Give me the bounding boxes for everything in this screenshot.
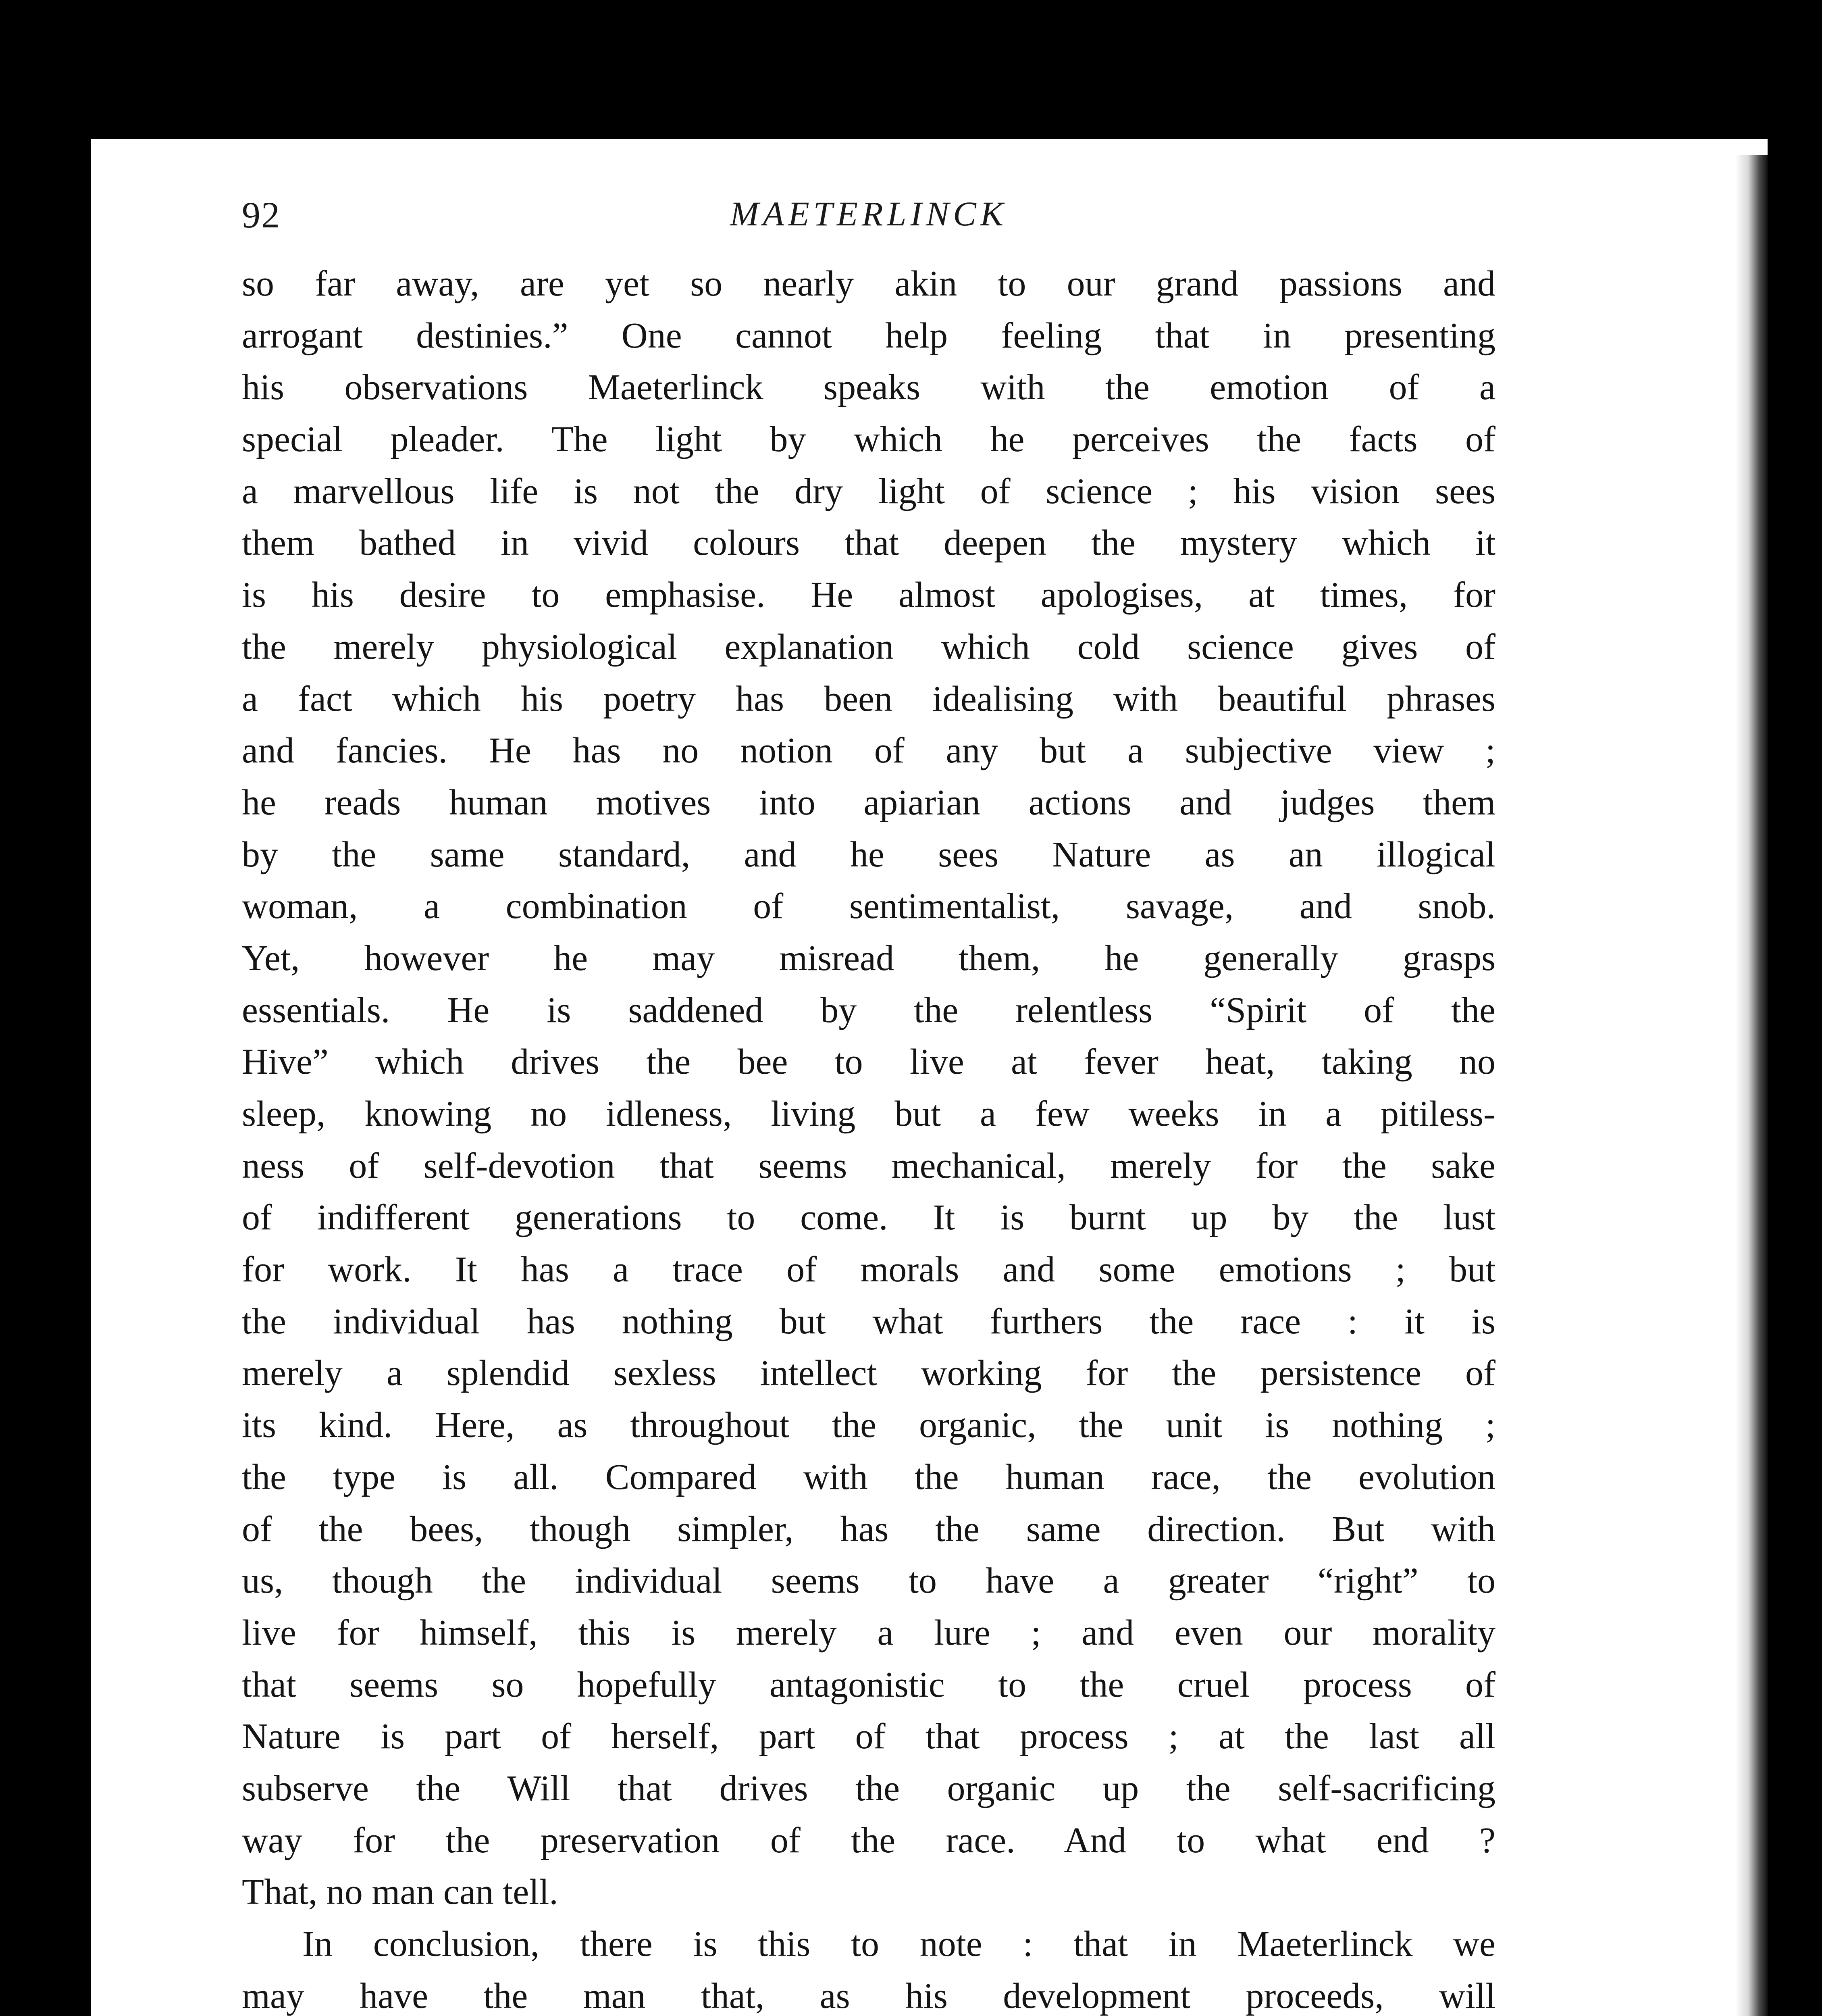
text-line: is his desire to emphasise. He almost apologises, at times, for [242,575,1495,615]
text-line: arrogant destinies.” One cannot help feeling that in presenting [242,315,1495,356]
paragraph [242,1918,1495,2016]
text-line: Hive” which drives the bee to live at fever heat, taking no [242,1042,1495,1082]
text-line: its kind. Here, as throughout the organic, the unit is nothing ; [242,1405,1495,1445]
text-line: merely a splendid sexless intellect working for the persistence of [242,1353,1495,1393]
text-line: a fact which his poetry has been idealising with beautiful phrases [242,679,1495,719]
text-line: special pleader. The light by which he perceives the facts of [242,419,1495,460]
text-line: Nature is part of herself, part of that process ; at the last all [242,1716,1495,1757]
text-line: may have the man that, as his development proceeds, will [242,1976,1495,2016]
text-line: by the same standard, and he sees Nature as an illogical [242,834,1495,875]
text-line: them bathed in vivid colours that deepen the mystery which it [242,523,1495,563]
page-spine-shadow [1735,155,1768,2016]
running-title: MAETERLINCK [730,194,1008,233]
text-line: That, no man can tell. [242,1872,558,1912]
text-line: a marvellous life is not the dry light of science ; his vision sees [242,471,1495,511]
text-line: the type is all. Compared with the human race, the evolution [242,1457,1495,1497]
text-line: subserve the Will that drives the organic up the self-sacrificing [242,1768,1495,1808]
text-line: the merely physiological explanation which cold science gives of [242,627,1495,667]
text-line: woman, a combination of sentimentalist, savage, and snob. [242,886,1495,927]
text-line: his observations Maeterlinck speaks with the emotion of a [242,367,1495,408]
text-line: us, though the individual seems to have a greater “right” to [242,1561,1495,1601]
text-line: he reads human motives into apiarian actions and judges them [242,782,1495,823]
text-line: that seems so hopefully antagonistic to the cruel process of [242,1664,1495,1705]
paragraph [242,258,1495,1918]
text-line: so far away, are yet so nearly akin to our grand passions and [242,264,1495,304]
running-head [242,194,1495,246]
text-line: the individual has nothing but what furthers the race : it is [242,1301,1495,1341]
text-line: of the bees, though simpler, has the same direction. But with [242,1509,1495,1549]
body-text [242,258,1495,2016]
text-line: and fancies. He has no notion of any but a subjective view ; [242,731,1495,771]
text-line: ness of self-devotion that seems mechanical, merely for the sake [242,1145,1495,1186]
text-line: essentials. He is saddened by the relentless “Spirit of the [242,990,1495,1030]
text-line: live for himself, this is merely a lure ; and even our morality [242,1612,1495,1653]
text-line: Yet, however he may misread them, he generally grasps [242,938,1495,978]
text-line: sleep, knowing no idleness, living but a few weeks in a pitiless- [242,1094,1495,1134]
text-line: of indifferent generations to come. It is burnt up by the lust [242,1198,1495,1238]
text-line: for work. It has a trace of morals and some emotions ; but [242,1250,1495,1290]
text-line: way for the preservation of the race. And to what end ? [242,1820,1495,1860]
page-number: 92 [242,194,281,235]
text-line: In conclusion, there is this to note : that in Maeterlinck we [302,1924,1495,1964]
